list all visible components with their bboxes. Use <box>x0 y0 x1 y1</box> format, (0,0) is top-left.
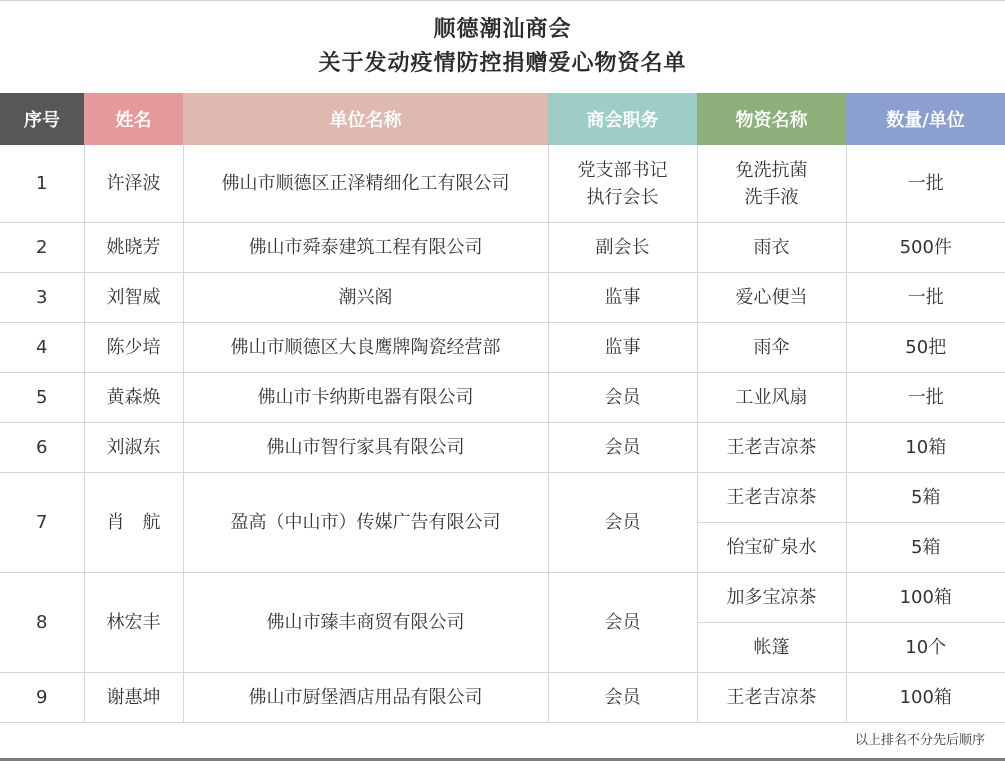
cell-no: 3 <box>0 273 84 323</box>
cell-role: 会员 <box>548 673 697 723</box>
cell-no: 5 <box>0 373 84 423</box>
table-row <box>0 273 1005 323</box>
cell-role: 监事 <box>548 323 697 373</box>
cell-role-line-2: 执行会长 <box>586 186 659 208</box>
cell-role <box>548 145 697 223</box>
table-row <box>0 423 1005 473</box>
header-row <box>0 93 1005 145</box>
table-row <box>0 473 1005 523</box>
cell-item-line-2: 洗手液 <box>744 186 799 208</box>
cell-no: 6 <box>0 423 84 473</box>
cell-name: 黄森焕 <box>84 373 183 423</box>
cell-qty: 一批 <box>846 273 1005 323</box>
cell-item: 工业风扇 <box>697 373 846 423</box>
cell-company: 佛山市卡纳斯电器有限公司 <box>183 373 548 423</box>
cell-item-line-1: 免洗抗菌 <box>735 159 808 181</box>
cell-qty: 5箱 <box>846 523 1005 573</box>
cell-item: 王老吉凉茶 <box>697 423 846 473</box>
cell-name: 姚晓芳 <box>84 223 183 273</box>
cell-role: 副会长 <box>548 223 697 273</box>
header-role: 商会职务 <box>548 93 697 145</box>
cell-name: 刘淑东 <box>84 423 183 473</box>
cell-company: 佛山市臻丰商贸有限公司 <box>183 573 548 673</box>
cell-qty: 一批 <box>846 145 1005 223</box>
cell-name: 刘智威 <box>84 273 183 323</box>
cell-company: 佛山市厨堡酒店用品有限公司 <box>183 673 548 723</box>
table-row <box>0 223 1005 273</box>
cell-item: 王老吉凉茶 <box>697 473 846 523</box>
cell-company: 佛山市顺德区正泽精细化工有限公司 <box>183 145 548 223</box>
cell-item: 怡宝矿泉水 <box>697 523 846 573</box>
cell-company: 佛山市顺德区大良鹰牌陶瓷经营部 <box>183 323 548 373</box>
cell-qty: 10个 <box>846 623 1005 673</box>
cell-no: 2 <box>0 223 84 273</box>
cell-name: 林宏丰 <box>84 573 183 673</box>
cell-qty: 50把 <box>846 323 1005 373</box>
header-no: 序号 <box>0 93 84 145</box>
title-block <box>0 1 1005 93</box>
cell-no: 8 <box>0 573 84 673</box>
cell-item: 雨伞 <box>697 323 846 373</box>
header-company: 单位名称 <box>183 93 548 145</box>
cell-qty: 10箱 <box>846 423 1005 473</box>
cell-name: 陈少培 <box>84 323 183 373</box>
cell-role: 会员 <box>548 473 697 573</box>
cell-role-line-1: 党支部书记 <box>577 159 668 181</box>
cell-item: 加多宝凉茶 <box>697 573 846 623</box>
cell-name: 肖 航 <box>84 473 183 573</box>
footer-note: 以上排名不分先后顺序 <box>854 733 985 748</box>
cell-no: 1 <box>0 145 84 223</box>
title-line-1: 顺德潮汕商会 <box>433 17 572 42</box>
table-row <box>0 373 1005 423</box>
cell-item: 爱心便当 <box>697 273 846 323</box>
header-item: 物资名称 <box>697 93 846 145</box>
table-row <box>0 673 1005 723</box>
cell-role: 监事 <box>548 273 697 323</box>
cell-item <box>697 145 846 223</box>
cell-item: 雨衣 <box>697 223 846 273</box>
cell-company: 佛山市舜泰建筑工程有限公司 <box>183 223 548 273</box>
cell-qty: 100箱 <box>846 673 1005 723</box>
cell-qty: 500件 <box>846 223 1005 273</box>
table-row <box>0 573 1005 623</box>
cell-no: 4 <box>0 323 84 373</box>
cell-name: 许泽波 <box>84 145 183 223</box>
donation-table <box>0 93 1005 723</box>
cell-role: 会员 <box>548 373 697 423</box>
table-row <box>0 323 1005 373</box>
title-line-2: 关于发动疫情防控捐赠爱心物资名单 <box>318 51 687 76</box>
cell-name: 谢惠坤 <box>84 673 183 723</box>
cell-item: 帐篷 <box>697 623 846 673</box>
cell-qty: 一批 <box>846 373 1005 423</box>
cell-no: 7 <box>0 473 84 573</box>
header-name: 姓名 <box>84 93 183 145</box>
cell-no: 9 <box>0 673 84 723</box>
header-qty: 数量/单位 <box>846 93 1005 145</box>
cell-company: 盈高（中山市）传媒广告有限公司 <box>183 473 548 573</box>
cell-role: 会员 <box>548 423 697 473</box>
table-row <box>0 145 1005 223</box>
cell-qty: 5箱 <box>846 473 1005 523</box>
cell-company: 佛山市智行家具有限公司 <box>183 423 548 473</box>
cell-company: 潮兴阁 <box>183 273 548 323</box>
cell-item: 王老吉凉茶 <box>697 673 846 723</box>
cell-qty: 100箱 <box>846 573 1005 623</box>
cell-role: 会员 <box>548 573 697 673</box>
